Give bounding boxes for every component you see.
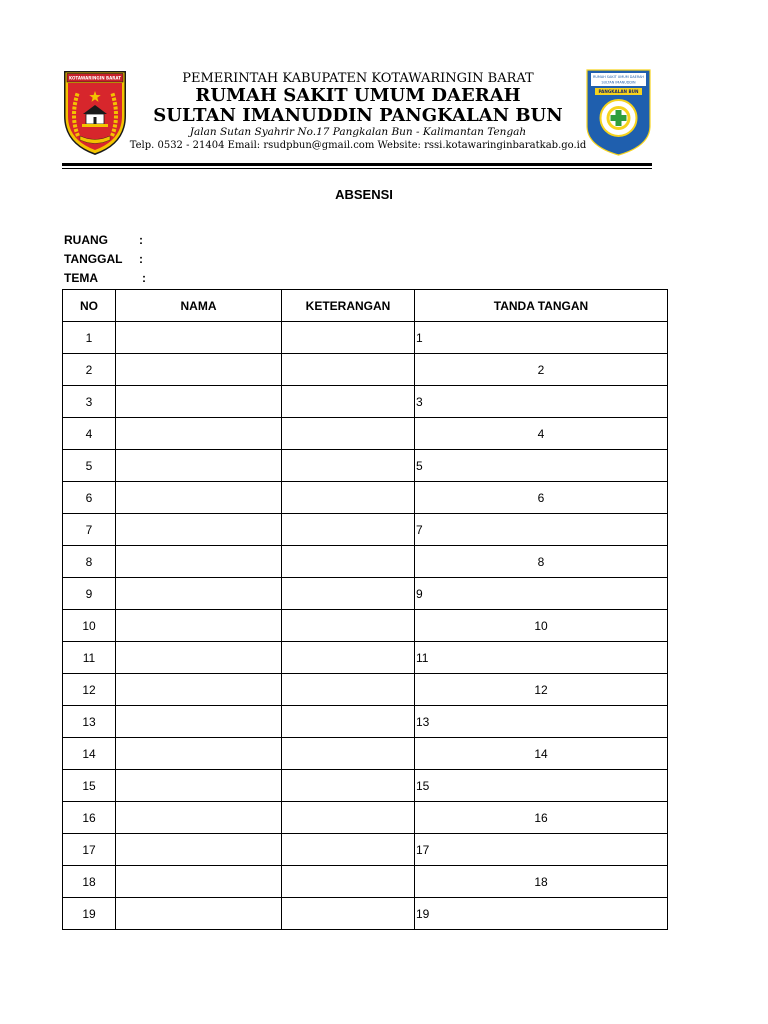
no-cell: 6 (63, 482, 116, 514)
keterangan-cell (282, 898, 415, 930)
table-row (63, 866, 668, 898)
header-keterangan: KETERANGAN (282, 290, 415, 322)
letterhead-rule-thin (62, 168, 652, 169)
table-row (63, 546, 668, 578)
nama-cell (116, 898, 282, 930)
keterangan-cell (282, 674, 415, 706)
tanda-tangan-cell: 19 (415, 898, 668, 930)
no-cell: 19 (63, 898, 116, 930)
tanda-tangan-cell: 15 (415, 770, 668, 802)
keterangan-cell (282, 834, 415, 866)
no-cell: 5 (63, 450, 116, 482)
tanda-tangan-cell: 2 (415, 354, 668, 386)
keterangan-cell (282, 642, 415, 674)
tanda-tangan-cell: 17 (415, 834, 668, 866)
nama-cell (116, 514, 282, 546)
no-cell: 7 (63, 514, 116, 546)
nama-cell (116, 674, 282, 706)
keterangan-cell (282, 706, 415, 738)
document-title: ABSENSI (335, 187, 393, 202)
table-header-row (63, 290, 668, 322)
table-row (63, 450, 668, 482)
table-row (63, 674, 668, 706)
keterangan-cell (282, 450, 415, 482)
no-cell: 2 (63, 354, 116, 386)
tanda-tangan-cell: 1 (415, 322, 668, 354)
keterangan-cell (282, 546, 415, 578)
table-row (63, 354, 668, 386)
no-cell: 18 (63, 866, 116, 898)
keterangan-cell (282, 482, 415, 514)
header-no: NO (63, 290, 116, 322)
tanda-tangan-cell: 14 (415, 738, 668, 770)
keterangan-cell (282, 770, 415, 802)
nama-cell (116, 706, 282, 738)
letterhead-institution-line1: RUMAH SAKIT UMUM DAERAH (195, 85, 521, 106)
tanda-tangan-cell: 16 (415, 802, 668, 834)
header-tanda-tangan: TANDA TANGAN (415, 290, 668, 322)
keterangan-cell (282, 738, 415, 770)
nama-cell (116, 866, 282, 898)
attendance-rows (63, 322, 668, 930)
table-row (63, 610, 668, 642)
nama-cell (116, 834, 282, 866)
letterhead-rule-thick (62, 163, 652, 166)
keterangan-cell (282, 386, 415, 418)
hospital-band-text: PANGKALAN BUN (598, 90, 641, 96)
no-cell: 9 (63, 578, 116, 610)
tanda-tangan-cell: 11 (415, 642, 668, 674)
field-separator-tema: : (142, 271, 146, 285)
emblem-banner-text: KOTAWARINGIN BARAT (69, 76, 128, 82)
field-label-ruang: RUANG (64, 233, 108, 247)
table-row (63, 642, 668, 674)
no-cell: 4 (63, 418, 116, 450)
hospital-logo-text-line1: RUMAH SAKIT UMUM DAERAH (593, 75, 645, 79)
table-row (63, 514, 668, 546)
table-row (63, 418, 668, 450)
no-cell: 10 (63, 610, 116, 642)
tanda-tangan-cell: 7 (415, 514, 668, 546)
hospital-logo-text-line2: SULTAN IMANUDDIN (601, 80, 636, 85)
tanda-tangan-cell: 13 (415, 706, 668, 738)
tanda-tangan-cell: 9 (415, 578, 668, 610)
no-cell: 12 (63, 674, 116, 706)
table-row (63, 802, 668, 834)
nama-cell (116, 610, 282, 642)
field-label-tema: TEMA (64, 271, 98, 285)
nama-cell (116, 354, 282, 386)
keterangan-cell (282, 418, 415, 450)
keterangan-cell (282, 802, 415, 834)
table-row (63, 322, 668, 354)
no-cell: 11 (63, 642, 116, 674)
hospital-emblem-logo (585, 68, 652, 156)
field-label-tanggal: TANGGAL (64, 252, 123, 266)
letterhead-address: Jalan Sutan Syahrir No.17 Pangkalan Bun - Kalimantan Tengah (189, 126, 527, 138)
nama-cell (116, 642, 282, 674)
letterhead-contact: Telp. 0532 - 21404 Email: rsudpbun@gmail.com Website: rssi.kotawaringinbaratkab.go.id (129, 140, 587, 151)
tanda-tangan-cell: 5 (415, 450, 668, 482)
nama-cell (116, 770, 282, 802)
tanda-tangan-cell: 12 (415, 674, 668, 706)
table-row (63, 578, 668, 610)
table-row (63, 482, 668, 514)
no-cell: 13 (63, 706, 116, 738)
nama-cell (116, 482, 282, 514)
nama-cell (116, 738, 282, 770)
nama-cell (116, 802, 282, 834)
keterangan-cell (282, 322, 415, 354)
table-row (63, 770, 668, 802)
tanda-tangan-cell: 18 (415, 866, 668, 898)
nama-cell (116, 386, 282, 418)
keterangan-cell (282, 514, 415, 546)
nama-cell (116, 578, 282, 610)
table-row (63, 738, 668, 770)
keterangan-cell (282, 578, 415, 610)
tanda-tangan-cell: 6 (415, 482, 668, 514)
no-cell: 1 (63, 322, 116, 354)
field-separator-tanggal: : (139, 252, 143, 266)
nama-cell (116, 450, 282, 482)
letterhead-government: PEMERINTAH KABUPATEN KOTAWARINGIN BARAT (182, 71, 534, 86)
tanda-tangan-cell: 4 (415, 418, 668, 450)
tanda-tangan-cell: 10 (415, 610, 668, 642)
no-cell: 3 (63, 386, 116, 418)
letterhead-institution-line2: SULTAN IMANUDDIN PANGKALAN BUN (153, 105, 563, 126)
keterangan-cell (282, 354, 415, 386)
tanda-tangan-cell: 3 (415, 386, 668, 418)
no-cell: 16 (63, 802, 116, 834)
table-row (63, 386, 668, 418)
keterangan-cell (282, 866, 415, 898)
table-row (63, 898, 668, 930)
table-row (63, 706, 668, 738)
no-cell: 15 (63, 770, 116, 802)
header-nama: NAMA (116, 290, 282, 322)
no-cell: 8 (63, 546, 116, 578)
field-separator-ruang: : (139, 233, 143, 247)
no-cell: 14 (63, 738, 116, 770)
attendance-table (62, 289, 668, 930)
nama-cell (116, 418, 282, 450)
nama-cell (116, 546, 282, 578)
no-cell: 17 (63, 834, 116, 866)
keterangan-cell (282, 610, 415, 642)
tanda-tangan-cell: 8 (415, 546, 668, 578)
nama-cell (116, 322, 282, 354)
table-row (63, 834, 668, 866)
